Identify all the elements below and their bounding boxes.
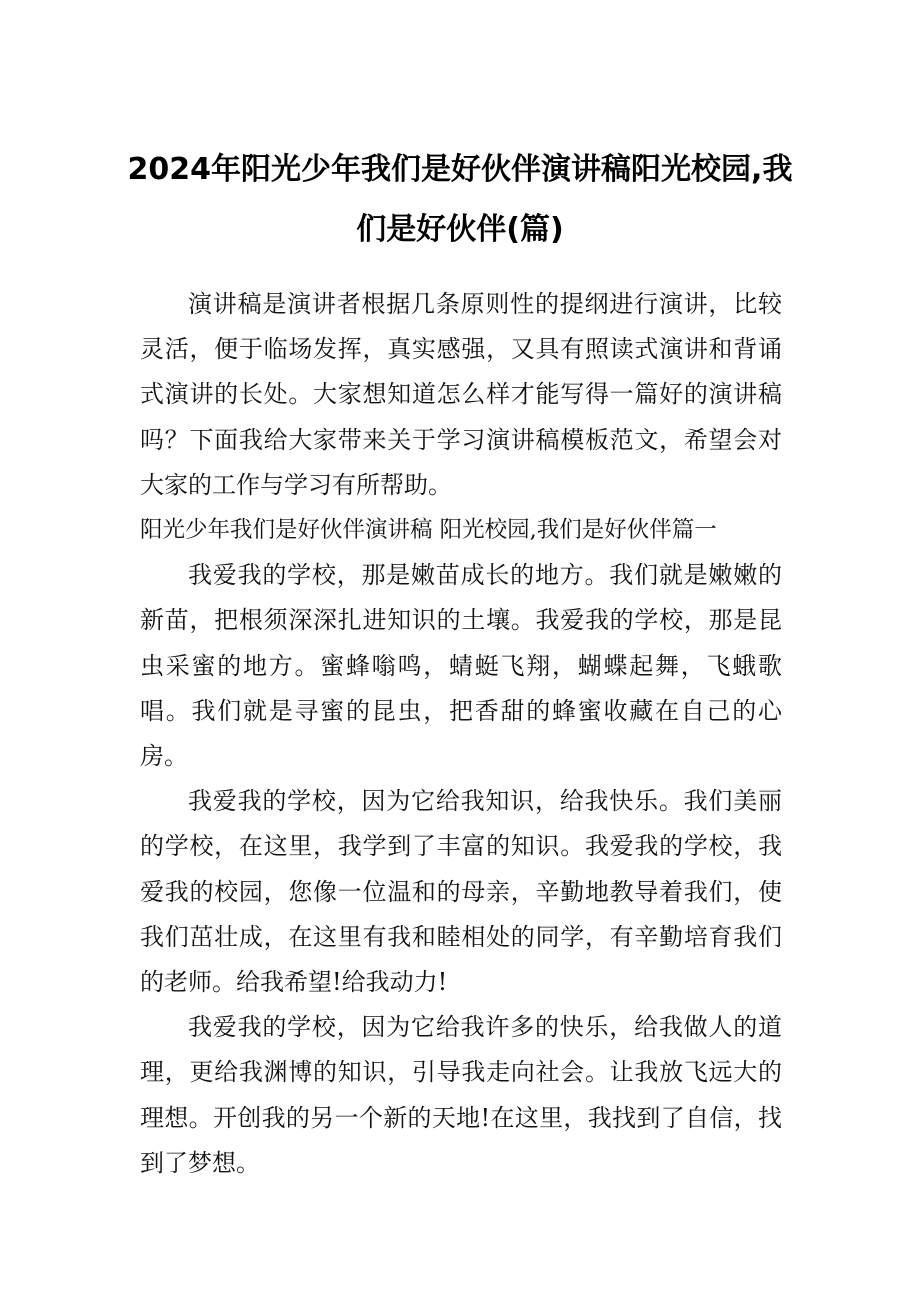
intro-paragraph: 演讲稿是演讲者根据几条原则性的提纲进行演讲，比较灵活，便于临场发挥，真实感强，又具有照读式演讲和背诵式演讲的长处。大家想知道怎么样才能写得一篇好的演讲稿吗？下面我给大家带来关于学习演讲稿模板范文，希望会对大家的工作与学习有所帮助。 bbox=[140, 290, 782, 499]
document-title: 2024年阳光少年我们是好伙伴演讲稿阳光校园,我们是好伙伴(篇) bbox=[127, 152, 793, 247]
document-body bbox=[140, 282, 782, 1186]
body-paragraph-2: 我爱我的学校，因为它给我知识，给我快乐。我们美丽的学校，在这里，我学到了丰富的知识。我爱我的学校，我爱我的校园，您像一位温和的母亲，辛勤地教导着我们，使我们茁壮成，在这里有我和睦相处的同学，有辛勤培育我们的老师。给我希望!给我动力! bbox=[140, 787, 782, 997]
body-paragraph-1: 我爱我的学校，那是嫩苗成长的地方。我们就是嫩嫩的新苗，把根须深深扎进知识的土壤。我爱我的学校，那是昆虫采蜜的地方。蜜蜂嗡鸣，蜻蜓飞翔，蝴蝶起舞，飞蛾歌唱。我们就是寻蜜的昆虫，把香甜的蜂蜜收藏在自己的心房。 bbox=[140, 561, 782, 771]
body-paragraph-3: 我爱我的学校，因为它给我许多的快乐，给我做人的道理，更给我渊博的知识，引导我走向社会。让我放飞远大的理想。开创我的另一个新的天地!在这里，我找到了自信，找到了梦想。 bbox=[140, 1013, 782, 1177]
section-heading: 阳光少年我们是好伙伴演讲稿 阳光校园,我们是好伙伴篇一 bbox=[140, 517, 717, 544]
